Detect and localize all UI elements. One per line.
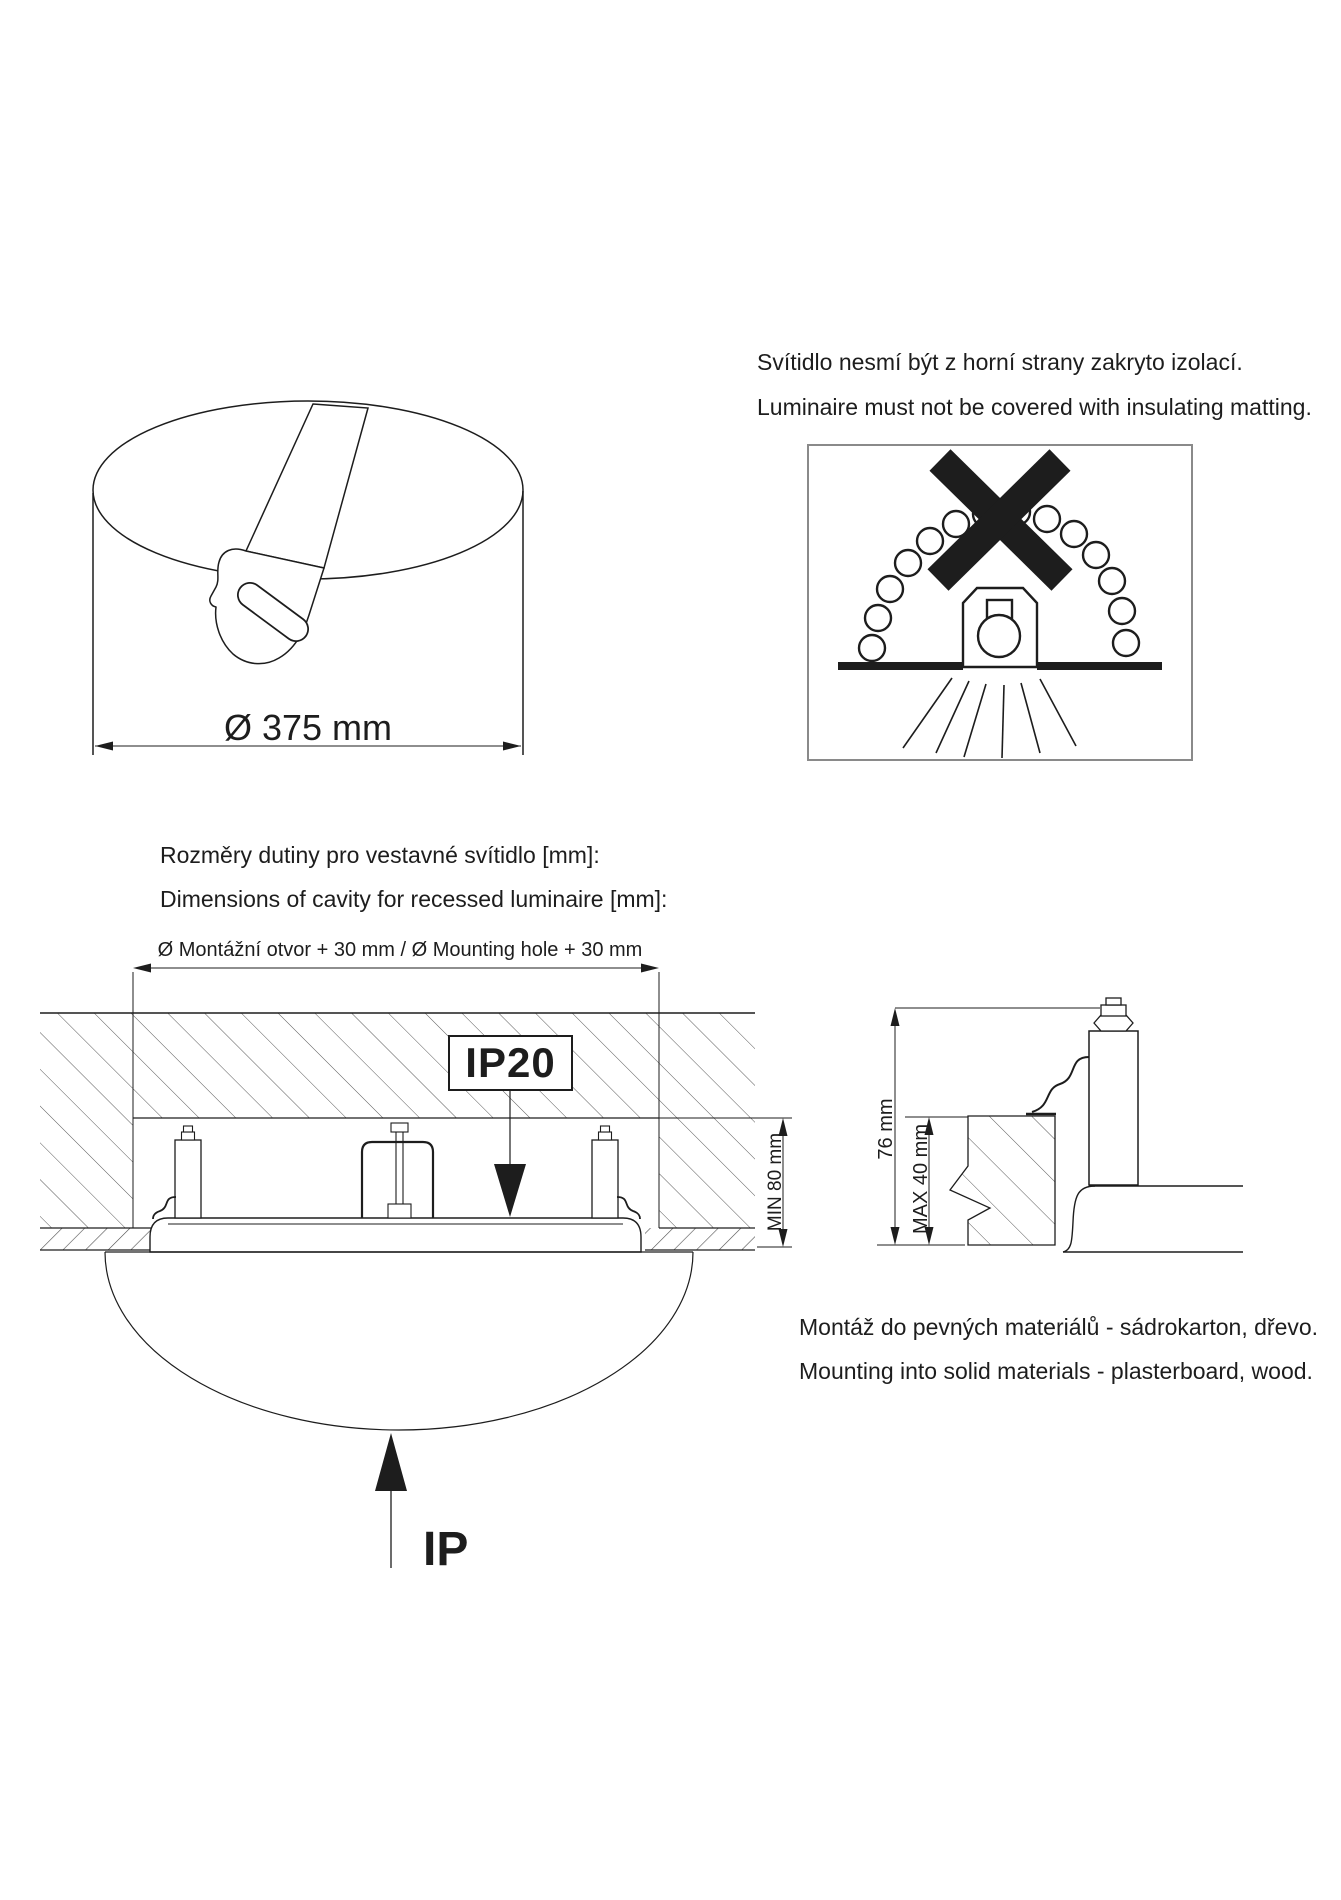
hole-diameter-label: Ø 375 mm (223, 707, 393, 748)
spring-clip (1026, 1057, 1089, 1114)
arrow-up-icon (891, 1008, 900, 1026)
mounting-post (1089, 998, 1138, 1185)
ip20-rating-badge: IP20 (448, 1035, 573, 1091)
down-arrow-icon (494, 1164, 526, 1217)
bulb-icon (978, 615, 1020, 657)
hex-nut-icon (1094, 1015, 1133, 1031)
max-thickness-label: MAX 40 mm (910, 1123, 932, 1235)
mounting-hole-cutting-drawing (93, 401, 523, 755)
ceiling-line-right (1037, 662, 1162, 670)
note-mounting-en: Mounting into solid materials - plasterboard, wood. (799, 1358, 1313, 1384)
ceiling-line-left (838, 662, 963, 670)
arrow-right-icon (503, 742, 521, 751)
note-mounting-cz: Montáž do pevných materiálů - sádrokarton, dřevo. (799, 1314, 1319, 1340)
mounting-post-right (592, 1126, 618, 1218)
luminaire-dome (105, 1252, 693, 1430)
note-cavity-cz: Rozměry dutiny pro vestavné svítidlo [mm]: (160, 842, 600, 868)
mounting-bracket-middle (362, 1123, 433, 1218)
arrow-down-icon (891, 1227, 900, 1245)
spring-clip-right (617, 1197, 640, 1219)
luminaire-body-edge (1063, 1186, 1243, 1252)
mounting-hole-dimension-label: Ø Montážní otvor + 30 mm / Ø Mounting hole + 30 mm (157, 939, 643, 961)
ip-up-arrow (375, 1433, 407, 1568)
min-depth-label: MIN 80 mm (765, 1132, 786, 1232)
luminaire-body (150, 1218, 641, 1252)
up-arrow-icon (375, 1433, 407, 1491)
arrow-left-icon (95, 742, 113, 751)
note-insulation-en: Luminaire must not be covered with insulating matting. (757, 394, 1312, 420)
spring-clip-left (153, 1197, 176, 1219)
mounting-post-left (175, 1126, 201, 1218)
mounting-hole-dimension (133, 964, 659, 973)
saw-blade (246, 404, 368, 568)
arrow-left-icon (133, 964, 151, 973)
plasterboard-block (950, 1116, 1055, 1245)
arrow-right-icon (641, 964, 659, 973)
note-insulation-cz: Svítidlo nesmí být z horní strany zakryto izolací. (757, 349, 1243, 375)
ceiling-material-hatch (40, 1013, 755, 1228)
recess-height-label: 76 mm (875, 1098, 897, 1160)
recessed-luminaire-cross-section (40, 964, 792, 1569)
ip-label: IP (423, 1523, 469, 1576)
note-cavity-en: Dimensions of cavity for recessed luminaire [mm]: (160, 886, 668, 912)
no-insulation-pictogram (808, 445, 1192, 760)
